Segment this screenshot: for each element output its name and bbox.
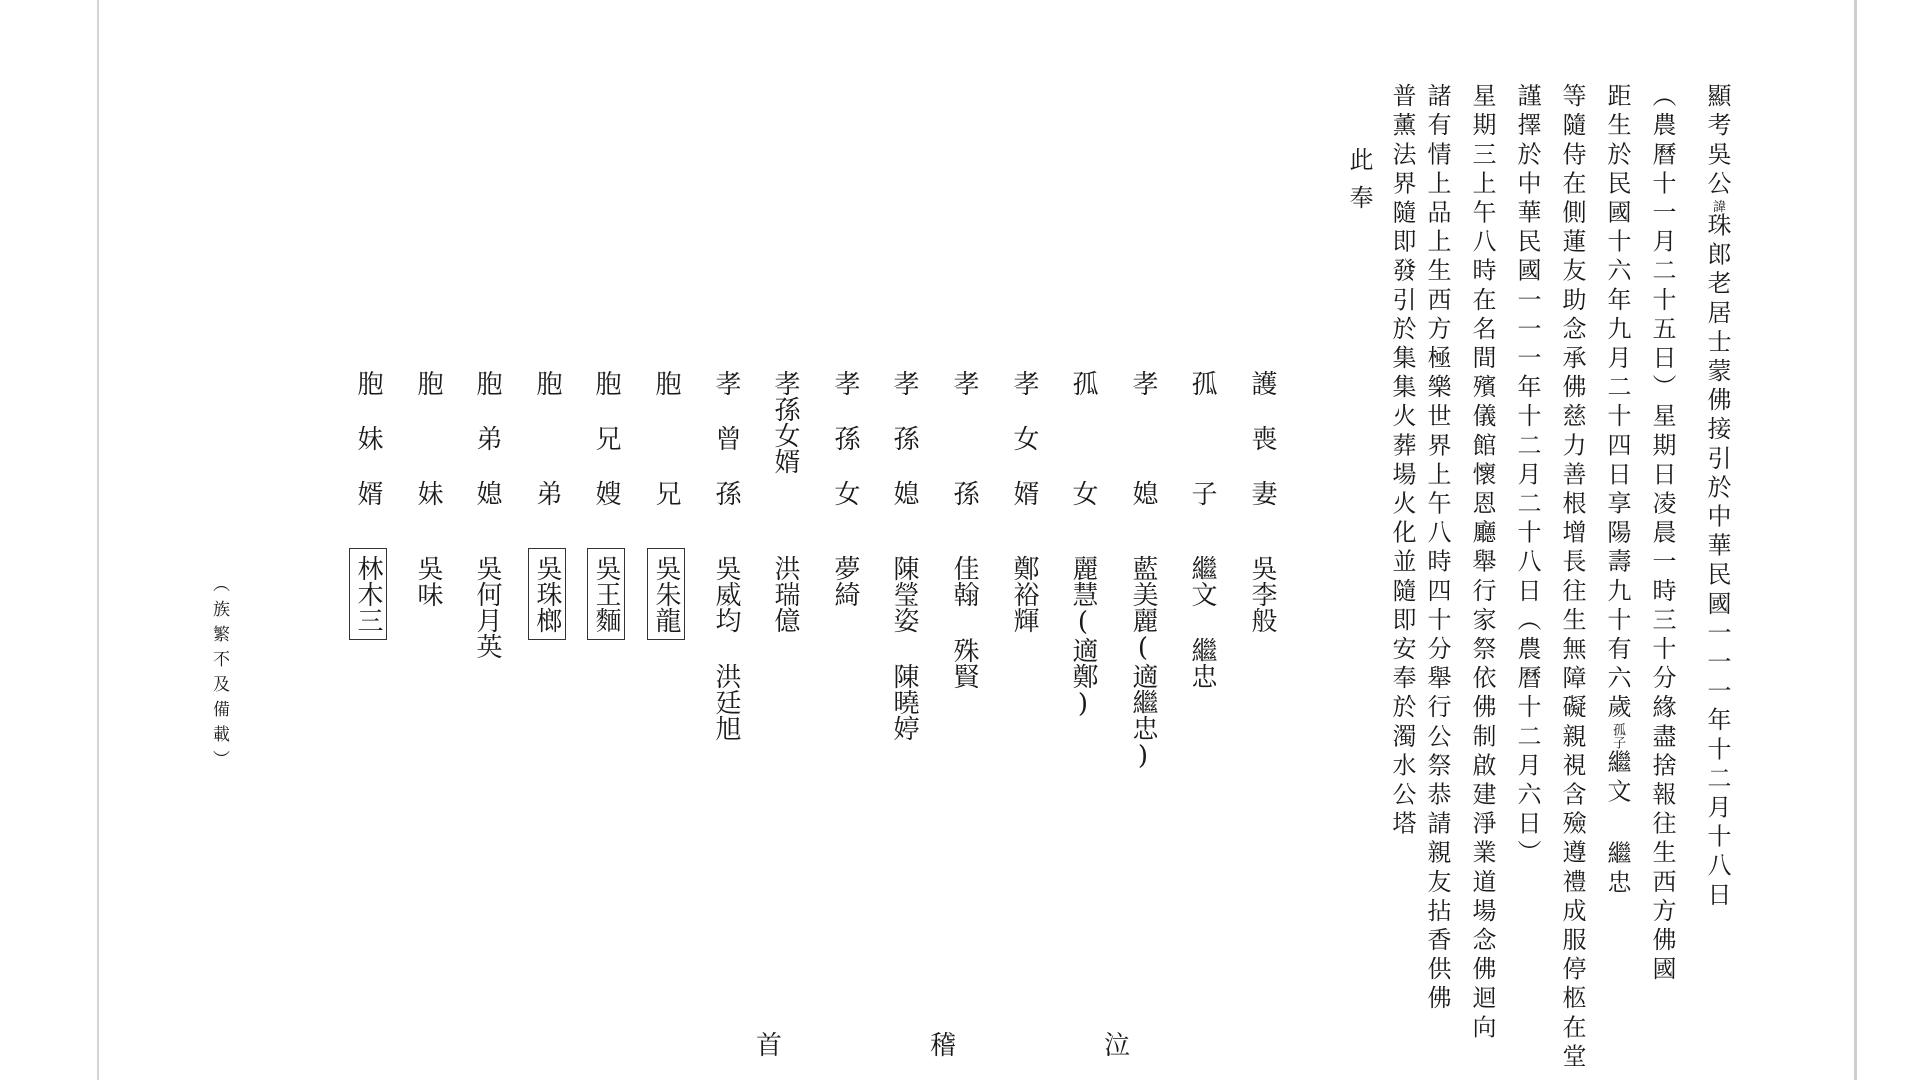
relative-names [888,555,920,741]
relative-name-boxed: 吳朱龍 [647,548,685,640]
relative-role: 孤 女 [1068,370,1098,535]
footer-char-3: 首 [756,1031,783,1061]
relative-role: 胞弟媳 [472,370,502,535]
relative-names [647,548,685,640]
relative-names [471,555,503,659]
relative-name: 藍美麗(適繼忠) [1128,555,1158,771]
footer-char-1: 泣 [1104,1031,1131,1061]
relative-role: 胞妹婿 [353,370,383,535]
relative-role: 孤 子 [1187,370,1217,535]
relative-name: 陳瑩姿 陳曉婷 [889,555,919,741]
relative-name: 洪瑞億 [770,555,800,633]
body-line-1: 顯考吳公諱珠郎老居士蒙佛接引於中華民國一一一年十二月十八日 [1703,83,1731,911]
relative-names [710,555,742,741]
relative-names [587,548,625,640]
relative-role: 胞 弟 [532,370,562,535]
relative-name: 繼文 繼忠 [1187,555,1217,689]
relative-names [948,555,980,689]
relative-role: 孝孫女婿 [770,370,800,474]
relative-name: 夢綺 [830,555,860,607]
relative-name: 鄭裕輝 [1009,555,1039,633]
relative-role: 護喪妻 [1247,370,1277,535]
note-text: （族繁不及備載） [209,575,229,775]
body-line-5: 謹擇於中華民國一一一年十二月二十八日（農曆十二月六日） [1513,83,1541,869]
relative-names [349,548,387,640]
relative-name-boxed: 林木三 [349,548,387,640]
relative-names [1067,555,1099,719]
footer-char-2: 稽 [930,1031,957,1061]
relative-names [1246,555,1278,633]
relative-name-boxed: 吳珠榔 [528,548,566,640]
body-line-7: 諸有情上品上生西方極樂世界上午八時四十分舉行公祭恭請親友拈香供佛 [1423,83,1451,1015]
relative-role: 胞 兄 [651,370,681,535]
relative-name: 吳威均 洪廷旭 [711,555,741,741]
relative-role: 胞 妹 [413,370,443,535]
relative-name-boxed: 吳王麵 [587,548,625,640]
body-line-4: 等隨侍在側蓮友助念承佛慈力善根增長往生無障礙親視含殮遵禮成服停柩在堂 [1558,83,1586,1073]
relative-name: 吳李般 [1247,555,1277,633]
relative-names [528,548,566,640]
relative-names [1186,555,1218,689]
body-line-2: （農曆十一月二十五日）星期日凌晨一時三十分緣盡捨報往生西方佛國 [1648,83,1676,986]
relative-names [412,555,444,607]
relative-name: 麗慧(適鄭) [1068,555,1098,719]
relative-role: 孝 孫 [949,370,979,535]
closing-text: 此奉 [1345,147,1373,223]
relative-role: 胞兄嫂 [591,370,621,535]
body-line-8: 普薰法界隨即發引於集集火葬場火化並隨即安奉於濁水公塔 [1388,83,1416,840]
relative-role: 孝女婿 [1009,370,1039,535]
relative-names [829,555,861,607]
relative-name: 吳味 [413,555,443,607]
body-line-3: 距生於民國十六年九月二十四日享陽壽九十有六歲孤子繼文 繼忠 [1603,83,1631,899]
relative-role: 孝曾孫 [711,370,741,535]
relative-name: 佳翰 殊賢 [949,555,979,689]
relative-names [1127,555,1159,771]
relative-names [769,555,801,633]
relative-role: 孝孫女 [830,370,860,535]
relative-name: 吳何月英 [472,555,502,659]
body-line-6: 星期三上午八時在名間殯儀館懷恩廳舉行家祭依佛制啟建淨業道場念佛迴向 [1468,83,1496,1044]
relative-role: 孝孫媳 [889,370,919,535]
relative-names [1008,555,1040,633]
relative-role: 孝 媳 [1128,370,1158,535]
